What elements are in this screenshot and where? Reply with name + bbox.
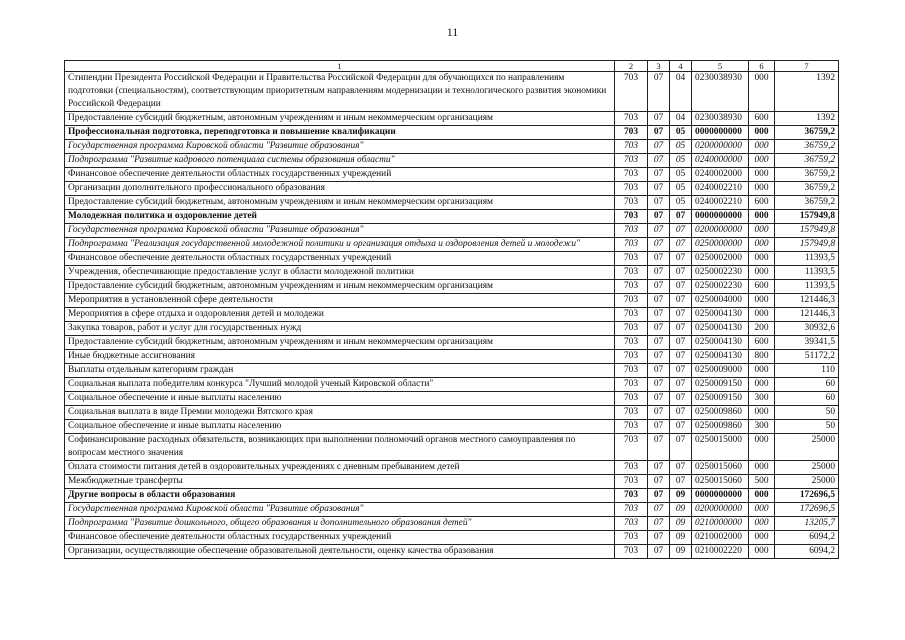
table-row xyxy=(65,503,839,517)
row-code-cell: 157949,8 xyxy=(775,238,839,252)
row-code-cell: 07 xyxy=(648,266,670,280)
row-code-cell: 500 xyxy=(749,475,775,489)
row-code-cell: 703 xyxy=(615,210,648,224)
row-code-cell: 25000 xyxy=(775,461,839,475)
row-code-cell: 11393,5 xyxy=(775,252,839,266)
row-code-cell: 600 xyxy=(749,112,775,126)
row-code-cell: 0240000000 xyxy=(692,154,749,168)
row-code-cell: 07 xyxy=(670,420,692,434)
row-code-cell: 30932,6 xyxy=(775,322,839,336)
row-code-cell: 0210002000 xyxy=(692,531,749,545)
row-code-cell: 703 xyxy=(615,503,648,517)
table-row xyxy=(65,308,839,322)
row-code-cell: 07 xyxy=(648,280,670,294)
row-code-cell: 600 xyxy=(749,196,775,210)
row-code-cell: 0250015060 xyxy=(692,461,749,475)
row-code-cell: 6094,2 xyxy=(775,531,839,545)
row-code-cell: 703 xyxy=(615,531,648,545)
row-code-cell: 09 xyxy=(670,517,692,531)
row-code-cell: 07 xyxy=(648,336,670,350)
row-code-cell: 121446,3 xyxy=(775,308,839,322)
row-code-cell: 0210002220 xyxy=(692,545,749,559)
row-code-cell: 09 xyxy=(670,531,692,545)
row-code-cell: 0240002210 xyxy=(692,182,749,196)
row-code-cell: 05 xyxy=(670,140,692,154)
row-code-cell: 000 xyxy=(749,308,775,322)
column-header: 4 xyxy=(670,61,692,72)
row-code-cell: 07 xyxy=(670,266,692,280)
row-code-cell: 000 xyxy=(749,461,775,475)
column-header: 1 xyxy=(65,61,615,72)
table-row xyxy=(65,294,839,308)
row-name-cell: Предоставление субсидий бюджетным, автономным учреждениям и иным некоммерческим организациям xyxy=(65,196,615,210)
row-code-cell: 07 xyxy=(670,475,692,489)
row-code-cell: 07 xyxy=(648,406,670,420)
row-code-cell: 04 xyxy=(670,112,692,126)
row-code-cell: 157949,8 xyxy=(775,210,839,224)
row-code-cell: 703 xyxy=(615,461,648,475)
row-code-cell: 703 xyxy=(615,224,648,238)
row-code-cell: 000 xyxy=(749,72,775,112)
table-row xyxy=(65,531,839,545)
row-code-cell: 07 xyxy=(648,196,670,210)
row-code-cell: 36759,2 xyxy=(775,196,839,210)
row-code-cell: 0250002230 xyxy=(692,280,749,294)
row-code-cell: 11393,5 xyxy=(775,266,839,280)
row-code-cell: 0240002210 xyxy=(692,196,749,210)
row-code-cell: 600 xyxy=(749,280,775,294)
row-code-cell: 703 xyxy=(615,308,648,322)
row-code-cell: 0250004130 xyxy=(692,336,749,350)
row-code-cell: 000 xyxy=(749,266,775,280)
row-code-cell: 000 xyxy=(749,545,775,559)
row-code-cell: 0210000000 xyxy=(692,517,749,531)
row-code-cell: 0250004130 xyxy=(692,322,749,336)
row-name-cell: Подпрограмма "Развитие кадрового потенциала системы образования области" xyxy=(65,154,615,168)
row-code-cell: 703 xyxy=(615,475,648,489)
row-code-cell: 07 xyxy=(670,280,692,294)
table-row xyxy=(65,140,839,154)
budget-table xyxy=(64,60,839,559)
row-name-cell: Учреждения, обеспечивающие предоставление услуг в области молодежной политики xyxy=(65,266,615,280)
row-code-cell: 703 xyxy=(615,266,648,280)
row-code-cell: 07 xyxy=(670,224,692,238)
row-code-cell: 000 xyxy=(749,140,775,154)
row-code-cell: 36759,2 xyxy=(775,168,839,182)
row-code-cell: 703 xyxy=(615,489,648,503)
row-code-cell: 703 xyxy=(615,72,648,112)
row-code-cell: 703 xyxy=(615,322,648,336)
row-name-cell: Мероприятия в сфере отдыха и оздоровления детей и молодежи xyxy=(65,308,615,322)
row-code-cell: 121446,3 xyxy=(775,294,839,308)
row-code-cell: 0250004130 xyxy=(692,308,749,322)
row-code-cell: 000 xyxy=(749,378,775,392)
row-code-cell: 05 xyxy=(670,154,692,168)
row-code-cell: 07 xyxy=(648,531,670,545)
row-code-cell: 25000 xyxy=(775,434,839,461)
row-code-cell: 07 xyxy=(648,489,670,503)
table-row xyxy=(65,336,839,350)
row-code-cell: 6094,2 xyxy=(775,545,839,559)
row-code-cell: 703 xyxy=(615,406,648,420)
row-code-cell: 703 xyxy=(615,168,648,182)
row-code-cell: 703 xyxy=(615,182,648,196)
row-code-cell: 07 xyxy=(648,126,670,140)
row-code-cell: 05 xyxy=(670,168,692,182)
row-code-cell: 51172,2 xyxy=(775,350,839,364)
row-code-cell: 0250009150 xyxy=(692,392,749,406)
row-code-cell: 07 xyxy=(670,252,692,266)
row-code-cell: 703 xyxy=(615,420,648,434)
row-code-cell: 0250002230 xyxy=(692,266,749,280)
row-code-cell: 000 xyxy=(749,517,775,531)
row-name-cell: Другие вопросы в области образования xyxy=(65,489,615,503)
row-code-cell: 800 xyxy=(749,350,775,364)
table-row xyxy=(65,112,839,126)
row-code-cell: 07 xyxy=(648,140,670,154)
row-code-cell: 1392 xyxy=(775,72,839,112)
row-name-cell: Оплата стоимости питания детей в оздоровительных учреждениях с дневным пребыванием детей xyxy=(65,461,615,475)
row-code-cell: 0250004000 xyxy=(692,294,749,308)
row-name-cell: Выплаты отдельным категориям граждан xyxy=(65,364,615,378)
row-code-cell: 300 xyxy=(749,392,775,406)
table-row xyxy=(65,210,839,224)
row-code-cell: 07 xyxy=(670,434,692,461)
row-code-cell: 000 xyxy=(749,126,775,140)
page-number: 11 xyxy=(446,25,459,39)
row-code-cell: 07 xyxy=(648,252,670,266)
row-code-cell: 703 xyxy=(615,280,648,294)
row-name-cell: Предоставление субсидий бюджетным, автономным учреждениям и иным некоммерческим организациям xyxy=(65,280,615,294)
row-code-cell: 04 xyxy=(670,72,692,112)
table-row xyxy=(65,364,839,378)
row-code-cell: 0250009860 xyxy=(692,406,749,420)
row-code-cell: 07 xyxy=(648,182,670,196)
row-code-cell: 11393,5 xyxy=(775,280,839,294)
row-code-cell: 05 xyxy=(670,182,692,196)
column-header: 2 xyxy=(615,61,648,72)
row-code-cell: 703 xyxy=(615,517,648,531)
row-code-cell: 000 xyxy=(749,238,775,252)
table-row xyxy=(65,392,839,406)
row-code-cell: 703 xyxy=(615,364,648,378)
row-code-cell: 07 xyxy=(648,210,670,224)
table-row xyxy=(65,322,839,336)
row-code-cell: 36759,2 xyxy=(775,140,839,154)
row-code-cell: 0250009150 xyxy=(692,378,749,392)
table-row xyxy=(65,126,839,140)
row-code-cell: 13205,7 xyxy=(775,517,839,531)
row-name-cell: Организации, осуществляющие обеспечение образовательной деятельности, оценку качества образования xyxy=(65,545,615,559)
row-name-cell: Финансовое обеспечение деятельности областных государственных учреждений xyxy=(65,252,615,266)
row-code-cell: 07 xyxy=(648,322,670,336)
row-code-cell: 60 xyxy=(775,378,839,392)
row-code-cell: 36759,2 xyxy=(775,182,839,196)
row-name-cell: Социальная выплата в виде Премии молодежи Вятского края xyxy=(65,406,615,420)
row-code-cell: 07 xyxy=(648,350,670,364)
row-code-cell: 703 xyxy=(615,392,648,406)
row-name-cell: Иные бюджетные ассигнования xyxy=(65,350,615,364)
column-header: 5 xyxy=(692,61,749,72)
row-name-cell: Государственная программа Кировской области "Развитие образования" xyxy=(65,140,615,154)
row-code-cell: 000 xyxy=(749,364,775,378)
row-code-cell: 0250009000 xyxy=(692,364,749,378)
row-code-cell: 07 xyxy=(670,322,692,336)
row-code-cell: 07 xyxy=(670,350,692,364)
row-code-cell: 703 xyxy=(615,252,648,266)
row-code-cell: 0250009860 xyxy=(692,420,749,434)
row-code-cell: 50 xyxy=(775,420,839,434)
row-name-cell: Профессиональная подготовка, переподготовка и повышение квалификации xyxy=(65,126,615,140)
row-code-cell: 000 xyxy=(749,154,775,168)
table-row xyxy=(65,238,839,252)
row-name-cell: Социальная выплата победителям конкурса "Лучший молодой ученый Кировской области" xyxy=(65,378,615,392)
column-header: 3 xyxy=(648,61,670,72)
row-code-cell: 0200000000 xyxy=(692,140,749,154)
row-code-cell: 05 xyxy=(670,196,692,210)
row-code-cell: 0000000000 xyxy=(692,489,749,503)
row-code-cell: 157949,8 xyxy=(775,224,839,238)
row-code-cell: 172696,5 xyxy=(775,503,839,517)
row-code-cell: 07 xyxy=(648,364,670,378)
row-code-cell: 09 xyxy=(670,489,692,503)
header-row xyxy=(65,61,839,72)
row-code-cell: 703 xyxy=(615,545,648,559)
row-code-cell: 172696,5 xyxy=(775,489,839,503)
row-name-cell: Мероприятия в установленной сфере деятельности xyxy=(65,294,615,308)
row-code-cell: 39341,5 xyxy=(775,336,839,350)
row-code-cell: 07 xyxy=(648,378,670,392)
row-code-cell: 000 xyxy=(749,182,775,196)
row-code-cell: 50 xyxy=(775,406,839,420)
row-code-cell: 07 xyxy=(648,168,670,182)
row-code-cell: 200 xyxy=(749,322,775,336)
row-code-cell: 000 xyxy=(749,531,775,545)
row-name-cell: Финансовое обеспечение деятельности областных государственных учреждений xyxy=(65,168,615,182)
column-header: 6 xyxy=(749,61,775,72)
row-code-cell: 703 xyxy=(615,294,648,308)
row-code-cell: 09 xyxy=(670,503,692,517)
row-code-cell: 000 xyxy=(749,168,775,182)
row-code-cell: 110 xyxy=(775,364,839,378)
row-name-cell: Финансовое обеспечение деятельности областных государственных учреждений xyxy=(65,531,615,545)
row-code-cell: 07 xyxy=(648,545,670,559)
row-code-cell: 0230038930 xyxy=(692,72,749,112)
row-code-cell: 1392 xyxy=(775,112,839,126)
table-row xyxy=(65,434,839,461)
row-code-cell: 07 xyxy=(648,434,670,461)
row-code-cell: 000 xyxy=(749,252,775,266)
row-code-cell: 07 xyxy=(648,154,670,168)
row-name-cell: Предоставление субсидий бюджетным, автономным учреждениям и иным некоммерческим организациям xyxy=(65,112,615,126)
row-name-cell: Стипендии Президента Российской Федерации и Правительства Российской Федерации для обучающихся по направлениям подготовки (специальностям), соответствующим приоритетным направлениям модернизации и технологического развития экономики Российской Федерации xyxy=(65,72,615,112)
row-code-cell: 000 xyxy=(749,294,775,308)
row-name-cell: Организации дополнительного профессионального образования xyxy=(65,182,615,196)
row-code-cell: 703 xyxy=(615,196,648,210)
row-code-cell: 07 xyxy=(670,308,692,322)
row-code-cell: 703 xyxy=(615,154,648,168)
table-row xyxy=(65,266,839,280)
row-code-cell: 703 xyxy=(615,126,648,140)
table-row xyxy=(65,378,839,392)
column-header: 7 xyxy=(775,61,839,72)
row-code-cell: 000 xyxy=(749,434,775,461)
row-code-cell: 000 xyxy=(749,503,775,517)
table-row xyxy=(65,154,839,168)
row-name-cell: Молодежная политика и оздоровление детей xyxy=(65,210,615,224)
table-row xyxy=(65,489,839,503)
row-code-cell: 07 xyxy=(648,112,670,126)
row-code-cell: 07 xyxy=(670,210,692,224)
row-code-cell: 07 xyxy=(670,294,692,308)
row-code-cell: 703 xyxy=(615,238,648,252)
row-code-cell: 07 xyxy=(648,238,670,252)
table-row xyxy=(65,350,839,364)
table-row xyxy=(65,182,839,196)
row-code-cell: 05 xyxy=(670,126,692,140)
row-code-cell: 0000000000 xyxy=(692,210,749,224)
row-code-cell: 0250000000 xyxy=(692,238,749,252)
row-code-cell: 36759,2 xyxy=(775,154,839,168)
row-code-cell: 07 xyxy=(648,392,670,406)
table-row xyxy=(65,420,839,434)
table-row xyxy=(65,406,839,420)
row-code-cell: 000 xyxy=(749,224,775,238)
row-code-cell: 703 xyxy=(615,336,648,350)
row-code-cell: 07 xyxy=(670,238,692,252)
row-code-cell: 07 xyxy=(648,420,670,434)
row-name-cell: Государственная программа Кировской области "Развитие образования" xyxy=(65,503,615,517)
row-code-cell: 0200000000 xyxy=(692,503,749,517)
row-code-cell: 07 xyxy=(648,224,670,238)
row-code-cell: 07 xyxy=(648,308,670,322)
row-code-cell: 600 xyxy=(749,336,775,350)
row-code-cell: 36759,2 xyxy=(775,126,839,140)
table-row xyxy=(65,252,839,266)
row-code-cell: 703 xyxy=(615,112,648,126)
row-name-cell: Подпрограмма "Реализация государственной молодежной политики и организация отдыха и оздоровления детей и молодежи" xyxy=(65,238,615,252)
row-name-cell: Межбюджетные трансферты xyxy=(65,475,615,489)
row-code-cell: 07 xyxy=(670,378,692,392)
table-row xyxy=(65,168,839,182)
table-row xyxy=(65,545,839,559)
row-code-cell: 07 xyxy=(670,392,692,406)
row-code-cell: 07 xyxy=(648,517,670,531)
row-code-cell: 07 xyxy=(648,294,670,308)
row-code-cell: 0200000000 xyxy=(692,224,749,238)
row-code-cell: 07 xyxy=(670,336,692,350)
row-name-cell: Подпрограмма "Развитие дошкольного, общего образования и дополнительного образования детей" xyxy=(65,517,615,531)
row-code-cell: 000 xyxy=(749,406,775,420)
row-code-cell: 0250015000 xyxy=(692,434,749,461)
row-name-cell: Предоставление субсидий бюджетным, автономным учреждениям и иным некоммерческим организациям xyxy=(65,336,615,350)
row-code-cell: 0230038930 xyxy=(692,112,749,126)
row-code-cell: 07 xyxy=(670,364,692,378)
row-code-cell: 300 xyxy=(749,420,775,434)
row-code-cell: 07 xyxy=(648,503,670,517)
row-name-cell: Софинансирование расходных обязательств, возникающих при выполнении полномочий органов местного самоуправления по вопросам местного значения xyxy=(65,434,615,461)
row-code-cell: 703 xyxy=(615,378,648,392)
row-code-cell: 09 xyxy=(670,545,692,559)
row-code-cell: 703 xyxy=(615,350,648,364)
row-code-cell: 0240002000 xyxy=(692,168,749,182)
table-row xyxy=(65,224,839,238)
table-row xyxy=(65,517,839,531)
row-code-cell: 60 xyxy=(775,392,839,406)
row-code-cell: 0000000000 xyxy=(692,126,749,140)
row-code-cell: 07 xyxy=(648,461,670,475)
row-code-cell: 07 xyxy=(670,461,692,475)
row-code-cell: 07 xyxy=(670,406,692,420)
table-row xyxy=(65,280,839,294)
table-row xyxy=(65,196,839,210)
row-name-cell: Государственная программа Кировской области "Развитие образования" xyxy=(65,224,615,238)
row-name-cell: Социальное обеспечение и иные выплаты населению xyxy=(65,420,615,434)
row-code-cell: 000 xyxy=(749,489,775,503)
row-code-cell: 703 xyxy=(615,434,648,461)
row-code-cell: 07 xyxy=(648,72,670,112)
row-code-cell: 703 xyxy=(615,140,648,154)
table-row xyxy=(65,475,839,489)
row-name-cell: Закупка товаров, работ и услуг для государственных нужд xyxy=(65,322,615,336)
row-code-cell: 0250002000 xyxy=(692,252,749,266)
row-code-cell: 0250004130 xyxy=(692,350,749,364)
row-code-cell: 0250015060 xyxy=(692,475,749,489)
row-name-cell: Социальное обеспечение и иные выплаты населению xyxy=(65,392,615,406)
table-row xyxy=(65,72,839,112)
row-code-cell: 07 xyxy=(648,475,670,489)
table-row xyxy=(65,461,839,475)
row-code-cell: 25000 xyxy=(775,475,839,489)
row-code-cell: 000 xyxy=(749,210,775,224)
